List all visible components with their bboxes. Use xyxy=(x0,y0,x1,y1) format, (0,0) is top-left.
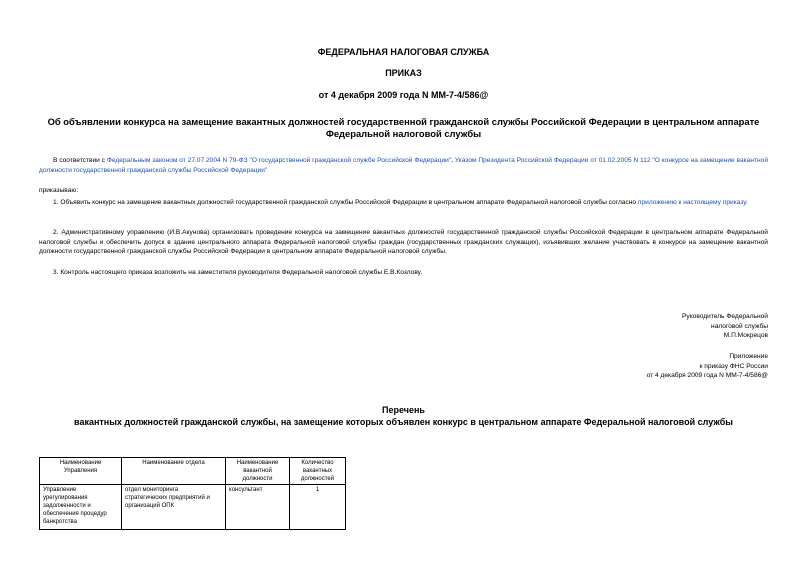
vacancies-table xyxy=(39,457,346,530)
header-division: Наименование отдела xyxy=(122,458,226,485)
doc-date-number: от 4 декабря 2009 года N ММ-7-4/586@ xyxy=(318,90,489,100)
signature-line-1: Руководитель Федеральной xyxy=(682,313,768,320)
table-row xyxy=(40,485,346,530)
cell-division: отдел мониторинга стратегических предприятий и организаций ОПК xyxy=(122,485,226,530)
cell-position: консультант xyxy=(226,485,290,530)
header-position: Наименование вакантной должности xyxy=(226,458,290,485)
signature-line-2: налоговой службы xyxy=(711,322,768,330)
preamble xyxy=(39,156,768,175)
org-name: ФЕДЕРАЛЬНАЯ НАЛОГОВАЯ СЛУЖБА xyxy=(317,47,490,57)
signature-block xyxy=(682,312,768,341)
table-header-row xyxy=(40,458,346,485)
order-item-1 xyxy=(39,198,768,208)
list-title: Перечень xyxy=(382,405,425,415)
appendix-block xyxy=(647,352,768,381)
list-subtitle: вакантных должностей гражданской службы, на замещение которых объявлен конкурс в центральном аппарате Федеральной налоговой службы xyxy=(74,417,733,427)
order-word: приказываю: xyxy=(39,187,79,194)
presidential-decree-link[interactable]: Указом Президента Российской Федерации от 01.02.2005 N 112 "О конкурсе на замещение вакантной должности государственной гражданской службы Российской Федерации" xyxy=(39,157,768,174)
header-department: Наименование Управления xyxy=(40,458,122,485)
federal-law-link[interactable]: Федеральным законом от 27.07.2004 N 79-ФЗ "О государственной гражданской службе Российской Федерации" xyxy=(106,157,452,164)
document-title: Об объявлении конкурса на замещение вакантных должностей государственной гражданской службы Российской Федерации в центральном аппарате Федеральной налоговой службы xyxy=(47,116,760,139)
cell-department: Управление урегулирования задолженности и обеспечения процедур банкротства xyxy=(40,485,122,530)
preamble-separator: , xyxy=(451,157,455,164)
order-item-3: 3. Контроль настоящего приказа возложить на заместителя руководителя Федеральной налоговой службы Е.В.Козлову. xyxy=(53,269,423,276)
signature-name: М.П.Мокрецов xyxy=(723,332,768,340)
appendix-line-3: от 4 декабря 2009 года N ММ-7-4/586@ xyxy=(646,372,768,380)
order-item-2: 2. Административному управлению (И.В.Акунова) организовать проведение конкурса на замещение вакантных должностей государственной гражданской службы Российской Федерации в центральном аппарате Федеральной налоговой службы и обеспечить допуск в здание центрального аппарата Федеральной налоговой службы граждан (государственных гражданских служащих), изъявивших желание участвовать в конкурсе на замещение вакантной должности государственной гражданской службы Российской Федерации в центральном аппарате Федеральной налоговой службы. xyxy=(39,229,768,256)
appendix-line-2: к приказу ФНС России xyxy=(699,362,768,370)
order-item-1-text: 1. Объявить конкурс на замещение вакантных должностей государственной гражданской службы Российской Федерации в центральном аппарате Федеральной налоговой службы согласно xyxy=(53,199,638,206)
doc-type: ПРИКАЗ xyxy=(385,68,422,78)
cell-count: 1 xyxy=(290,485,346,530)
appendix-line-1: Приложение xyxy=(729,353,768,360)
preamble-text: В соответствии с xyxy=(53,157,107,164)
order-item-1-end: . xyxy=(745,199,748,206)
header-count: Количество вакантных должностей xyxy=(290,458,346,485)
appendix-link[interactable]: приложению к настоящему приказу xyxy=(637,199,746,206)
